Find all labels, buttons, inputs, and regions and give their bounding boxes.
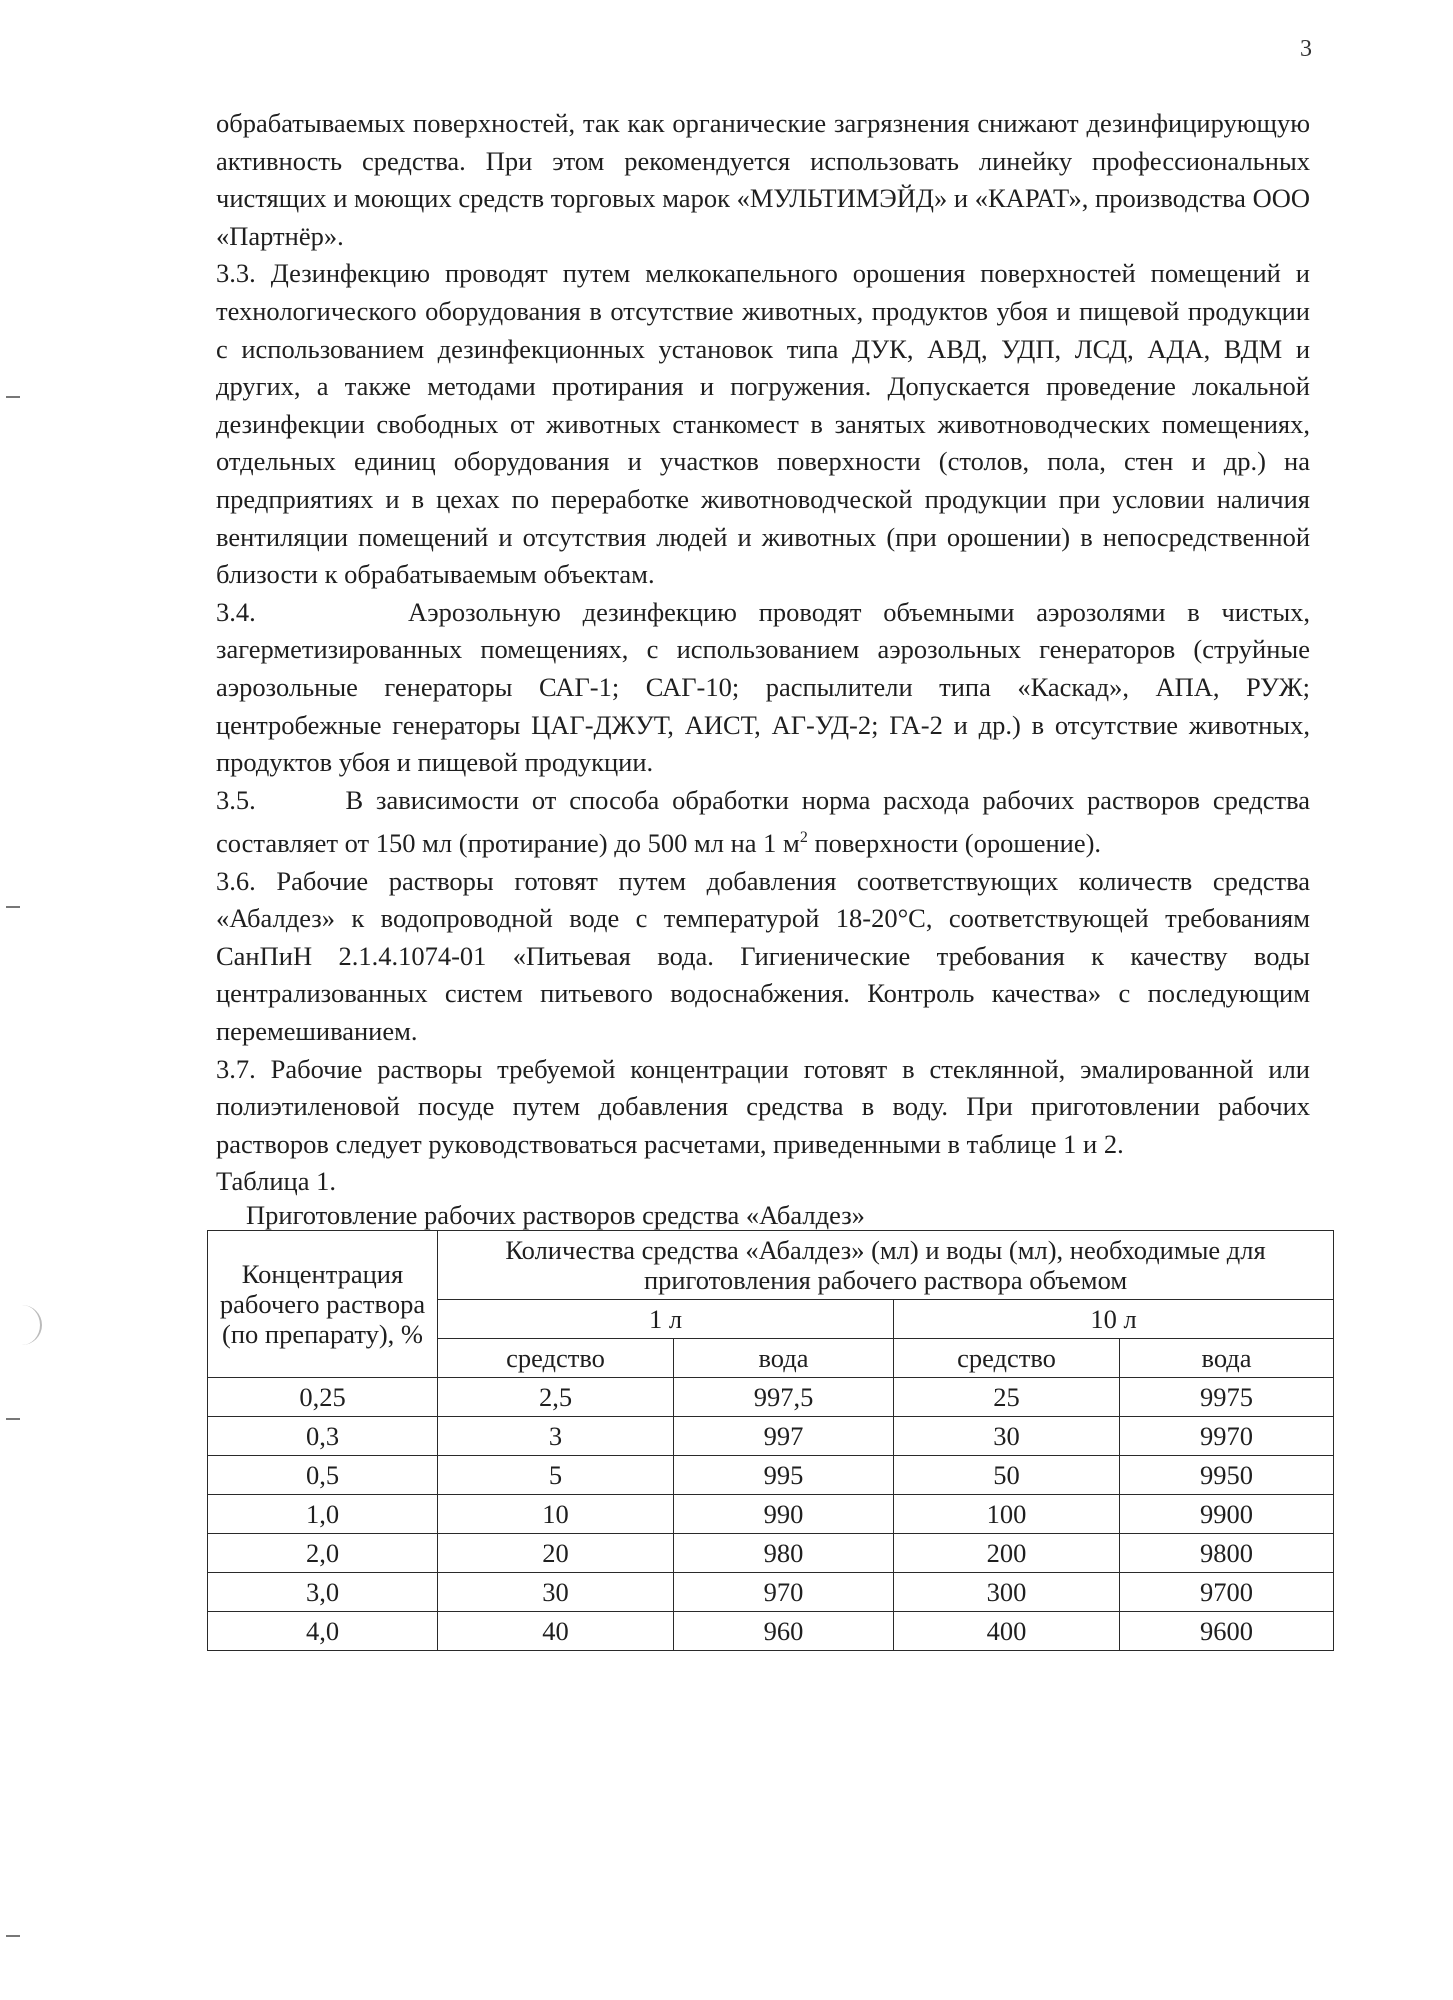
margin-scan-mark — [6, 396, 20, 398]
cell-agent-1l: 30 — [438, 1573, 674, 1612]
cell-concentration: 0,25 — [208, 1378, 438, 1417]
paragraph-intro: обрабатываемых поверхностей, так как органические загрязнения снижают дезинфицирующую активность средства. При этом рекомендуется использовать линейку профессиональных чистящих и моющих средств торговых марок «МУЛЬТИМЭЙД» и «КАРАТ», производства ООО «Партнёр». — [216, 108, 1310, 251]
cell-water-10l: 9950 — [1120, 1456, 1334, 1495]
cell-water-10l: 9970 — [1120, 1417, 1334, 1456]
header-volume-1l: 1 л — [438, 1300, 894, 1339]
table-row — [208, 1612, 1334, 1651]
table-row — [208, 1378, 1334, 1417]
header-agent-1l: средство — [438, 1339, 674, 1378]
cell-water-10l: 9800 — [1120, 1534, 1334, 1573]
table-row — [208, 1534, 1334, 1573]
cell-agent-10l: 300 — [894, 1573, 1120, 1612]
cell-water-1l: 970 — [674, 1573, 894, 1612]
cell-water-10l: 9700 — [1120, 1573, 1334, 1612]
cell-concentration: 2,0 — [208, 1534, 438, 1573]
cell-concentration: 1,0 — [208, 1495, 438, 1534]
cell-water-1l: 997,5 — [674, 1378, 894, 1417]
cell-water-1l: 980 — [674, 1534, 894, 1573]
cell-agent-10l: 30 — [894, 1417, 1120, 1456]
paragraph-3-5 — [216, 782, 1317, 863]
cell-agent-1l: 20 — [438, 1534, 674, 1573]
cell-water-1l: 995 — [674, 1456, 894, 1495]
cell-agent-1l: 10 — [438, 1495, 674, 1534]
document-body — [216, 105, 1317, 1651]
cell-concentration: 0,3 — [208, 1417, 438, 1456]
table-label: Таблица 1. — [216, 1166, 336, 1197]
table-row — [208, 1495, 1334, 1534]
header-quantities: Количества средства «Абалдез» (мл) и воды (мл), необходимые для приготовления рабочего раствора объемом — [438, 1231, 1334, 1300]
table-row — [208, 1417, 1334, 1456]
superscript-2: 2 — [799, 829, 808, 847]
page-number: 3 — [1300, 36, 1312, 62]
paragraph-3-5-tail: поверхности (орошение). — [807, 828, 1102, 859]
table-row — [208, 1456, 1334, 1495]
margin-scan-mark — [6, 1418, 20, 1420]
cell-water-10l: 9900 — [1120, 1495, 1334, 1534]
cell-water-1l: 997 — [674, 1417, 894, 1456]
header-water-1l: вода — [674, 1339, 894, 1378]
cell-water-1l: 990 — [674, 1495, 894, 1534]
cell-water-10l: 9600 — [1120, 1612, 1334, 1651]
paragraph-3-3: 3.3. Дезинфекцию проводят путем мелкокапельного орошения поверхностей помещений и технологического оборудования в отсутствие животных, продуктов убоя и пищевой продукции с использованием дезинфекционных установок типа ДУК, АВД, УДП, ЛСД, АДА, ВДМ и других, а также методами протирания и погружения. Допускается проведение локальной дезинфекции свободных от животных станкомест в занятых животноводческих помещениях, отдельных единиц оборудования и участков поверхности (столов, пола, стен и др.) на предприятиях и в цехах по переработке животноводческой продукции при условии наличия вентиляции помещений и отсутствия людей и животных (при орошении) в непосредственной близости к обрабатываемым объектам. — [216, 258, 1310, 590]
margin-scan-curve — [20, 1305, 42, 1345]
margin-scan-mark — [6, 906, 20, 908]
cell-concentration: 3,0 — [208, 1573, 438, 1612]
paragraph-3-5-text: 3.5. В зависимости от способа обработки норма расхода рабочих растворов средства составляет от 150 мл (протирание) до 500 мл на 1 м — [216, 784, 1317, 859]
table-title: Приготовление рабочих растворов средства «Абалдез» — [246, 1200, 865, 1231]
cell-agent-10l: 50 — [894, 1456, 1120, 1495]
paragraph-3-4: 3.4. Аэрозольную дезинфекцию проводят объемными аэрозолями в чистых, загерметизированных помещениях, с использованием аэрозольных генераторов (струйные аэрозольные генераторы САГ-1; САГ-10; распылители типа «Каскад», АПА, РУЖ; центробежные генераторы ЦАГ-ДЖУТ, АИСТ, АГ-УД-2; ГА-2 и др.) в отсутствие животных, продуктов убоя и пищевой продукции. — [216, 596, 1317, 778]
margin-scan-mark — [6, 1935, 20, 1937]
header-volume-10l: 10 л — [894, 1300, 1334, 1339]
cell-agent-10l: 100 — [894, 1495, 1120, 1534]
cell-water-10l: 9975 — [1120, 1378, 1334, 1417]
paragraph-3-6: 3.6. Рабочие растворы готовят путем добавления соответствующих количеств средства «Абалдез» к водопроводной воде с температурой 18-20°С, соответствующей требованиям СанПиН 2.1.4.1074-01 «Питьевая вода. Гигиенические требования к качеству воды централизованных систем питьевого водоснабжения. Контроль качества» с последующим перемешиванием. — [216, 865, 1310, 1047]
table-row — [208, 1573, 1334, 1612]
cell-agent-10l: 200 — [894, 1534, 1120, 1573]
cell-agent-1l: 40 — [438, 1612, 674, 1651]
cell-agent-1l: 5 — [438, 1456, 674, 1495]
cell-water-1l: 960 — [674, 1612, 894, 1651]
preparation-table — [207, 1230, 1334, 1651]
cell-agent-1l: 3 — [438, 1417, 674, 1456]
cell-agent-1l: 2,5 — [438, 1378, 674, 1417]
header-water-10l: вода — [1120, 1339, 1334, 1378]
cell-concentration: 4,0 — [208, 1612, 438, 1651]
cell-agent-10l: 25 — [894, 1378, 1120, 1417]
header-concentration: Концентрация рабочего раствора (по препарату), % — [208, 1231, 438, 1378]
header-agent-10l: средство — [894, 1339, 1120, 1378]
paragraph-3-7: 3.7. Рабочие растворы требуемой концентрации готовят в стеклянной, эмалированной или полиэтиленовой посуде путем добавления средства в воду. При приготовлении рабочих растворов следует руководствоваться расчетами, приведенными в таблице 1 и 2. — [216, 1053, 1310, 1159]
cell-agent-10l: 400 — [894, 1612, 1120, 1651]
cell-concentration: 0,5 — [208, 1456, 438, 1495]
